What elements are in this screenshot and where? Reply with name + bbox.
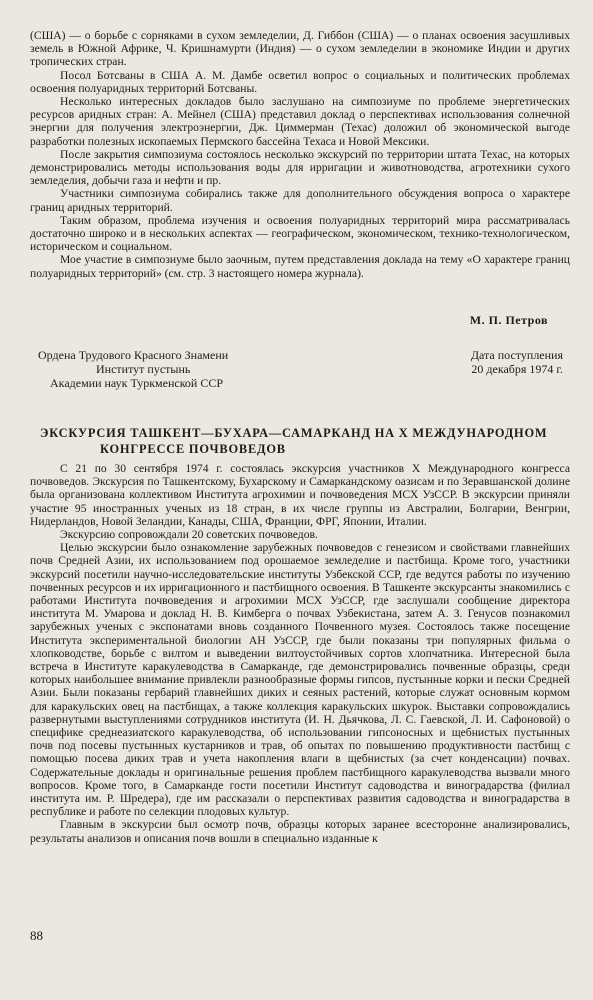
institution-line: Академии наук Туркменской ССР: [50, 376, 224, 390]
paragraph: (США) — о борьбе с сорняками в сухом земледелии, Д. Гиббон (США) — о планах освоения засушливых земель в Южной Африке, Ч. Кришнамурти (Индия) — о сухом земледелии в экономике Индии и других тропических стран.: [30, 29, 570, 69]
paragraph: После закрытия симпозиума состоялось несколько экскурсий по территории штата Техас, на которых демонстрировались методы использования воды для ирригации и животноводства, агротехники сухого земледелия, добычи газа и нефти и пр.: [30, 147, 570, 188]
received-date: 20 декабря 1974 г.: [471, 362, 563, 376]
institution-block: [38, 348, 228, 390]
title-line-2: КОНГРЕССЕ ПОЧВОВЕДОВ: [100, 442, 286, 456]
article-title: [40, 425, 560, 457]
institution-line: Институт пустынь: [96, 362, 191, 376]
received-label: Дата поступления: [470, 348, 563, 362]
title-line-1: ЭКСКУРСИЯ ТАШКЕНТ—БУХАРА—САМАРКАНД НА X МЕЖДУНАРОДНОМ: [40, 426, 548, 440]
paragraph: Таким образом, проблема изучения и освоения полуаридных территорий мира рассматривалась достаточно широко и в нескольких аспектах — географическом, экономическом, технико-технологическом, историческом и социальном.: [30, 213, 570, 254]
paragraph: Посол Ботсваны в США А. М. Дамбе осветил вопрос о социальных и политических проблемах освоения полуаридных территорий Ботсваны.: [30, 68, 570, 95]
paragraph: Мое участие в симпозиуме было заочным, путем представления доклада на тему «О характере границ полуаридных территорий» (см. стр. 3 настоящего номера журнала).: [30, 253, 570, 280]
paragraph: Участники симпозиума собирались также для дополнительного обсуждения вопроса о характере границ аридных территорий.: [30, 187, 570, 214]
main-text-block: [30, 462, 570, 845]
author-signature: М. П. Петров: [469, 313, 548, 327]
paragraph: Экскурсию сопровождали 20 советских почвоведов.: [60, 528, 318, 542]
paragraph: Главным в экскурсии был осмотр почв, образцы которых заранее всесторонне анализировались, результаты анализов и описания почв вошли в специально изданные к: [30, 818, 570, 845]
institution-line: Ордена Трудового Красного Знамени: [38, 348, 229, 362]
paragraph: Несколько интересных докладов было заслушано на симпозиуме по проблеме энергетических ресурсов аридных стран: А. Мейнел (США) представил доклад о перспективах использования солнечной энергии для получения электроэнергии, Дж. Циммерман (Техас) доложил об экономической выгоде разработки полезных ископаемых Пермского бассейна Техаса и Новой Мексики.: [30, 95, 570, 148]
paragraph: Целью экскурсии было ознакомление зарубежных почвоведов с генезисом и свойствами главнейших почв Средней Азии, их использованием под орошаемое земледелие и пастбища. Кроме того, участники экскурсий посетили научно-исследовательские институты Узбекской ССР, где ведутся работы по изучению почвенных ресурсов и их ирригационного и пастбищного освоения. В Ташкенте экскурсанты знакомились с работами Института почвоведения и агрохимии МСХ УзССР, где заслушали сообщение директора института М. Умарова и доклад Н. В. Кимберга о почвах Узбекистана, затем А. З. Генусов познакомил зарубежных ученых с экспонатами вновь созданного Почвенного музея. Состоялось также посещение Института экспериментальной биологии АН УзССР, где были показаны три популярных фильма о хлопководстве, борьбе с вилтом и выведении вилтоустойчивых сортов хлопчатника. Интересной была встреча в Институте каракулеводства в Самарканде, где демонстрировались почвенные образцы, среди которых наибольшее внимание привлекли разнообразные формы гипсов, пустынные корки и пески Средней Азии. Были показаны гербарий главнейших диких и сеяных растений, которые служат основным кормом для каракульских овец на пастбищах, а также коллекция каракульских шкурок. Выставки сопровождались развернутыми выступлениями сотрудников института (И. Н. Дьячкова, Л. С. Гаевской, Л. И. Сафоновой) о специфике среднеазиатского каракулеводства, об использовании гипсоносных и щебнистых пустынных почв под посевы пустынных кустарников и трав, об опытах по повышению продуктивности пастбищ с помощью посева диких трав и учета накопления влаги в щебнистых (за счет конденсации) почвах. Содержательные доклады и оригинальные решения проблем пастбищного каракулеводства вызвали много вопросов. Кроме того, в Самарканде гости посетили Институт садоводства и виноградарства (филиал института им. Р. Шредера), где им рассказали о перспективах развития садоводства и виноградарства в республике и работе по селекции плодовых культур.: [30, 541, 570, 819]
received-date-block: [471, 348, 563, 376]
paragraph: С 21 по 30 сентября 1974 г. состоялась экскурсия участников X Международного конгресса почвоведов. Экскурсия по Ташкентскому, Бухарскому и Самаркандскому оазисам и по Зеравшанской долине была организована коллективом Института агрохимии и почвоведения МСХ УзССР. В экскурсии приняли участие 95 иностранных ученых из 18 стран, в их числе группы из Австралии, Болгарии, Венгрии, Нидерландов, Новой Зеландии, Канады, США, Франции, ФРГ, Японии, Италии.: [30, 462, 570, 528]
top-text-block: [30, 29, 570, 280]
page-number: 88: [30, 928, 43, 943]
